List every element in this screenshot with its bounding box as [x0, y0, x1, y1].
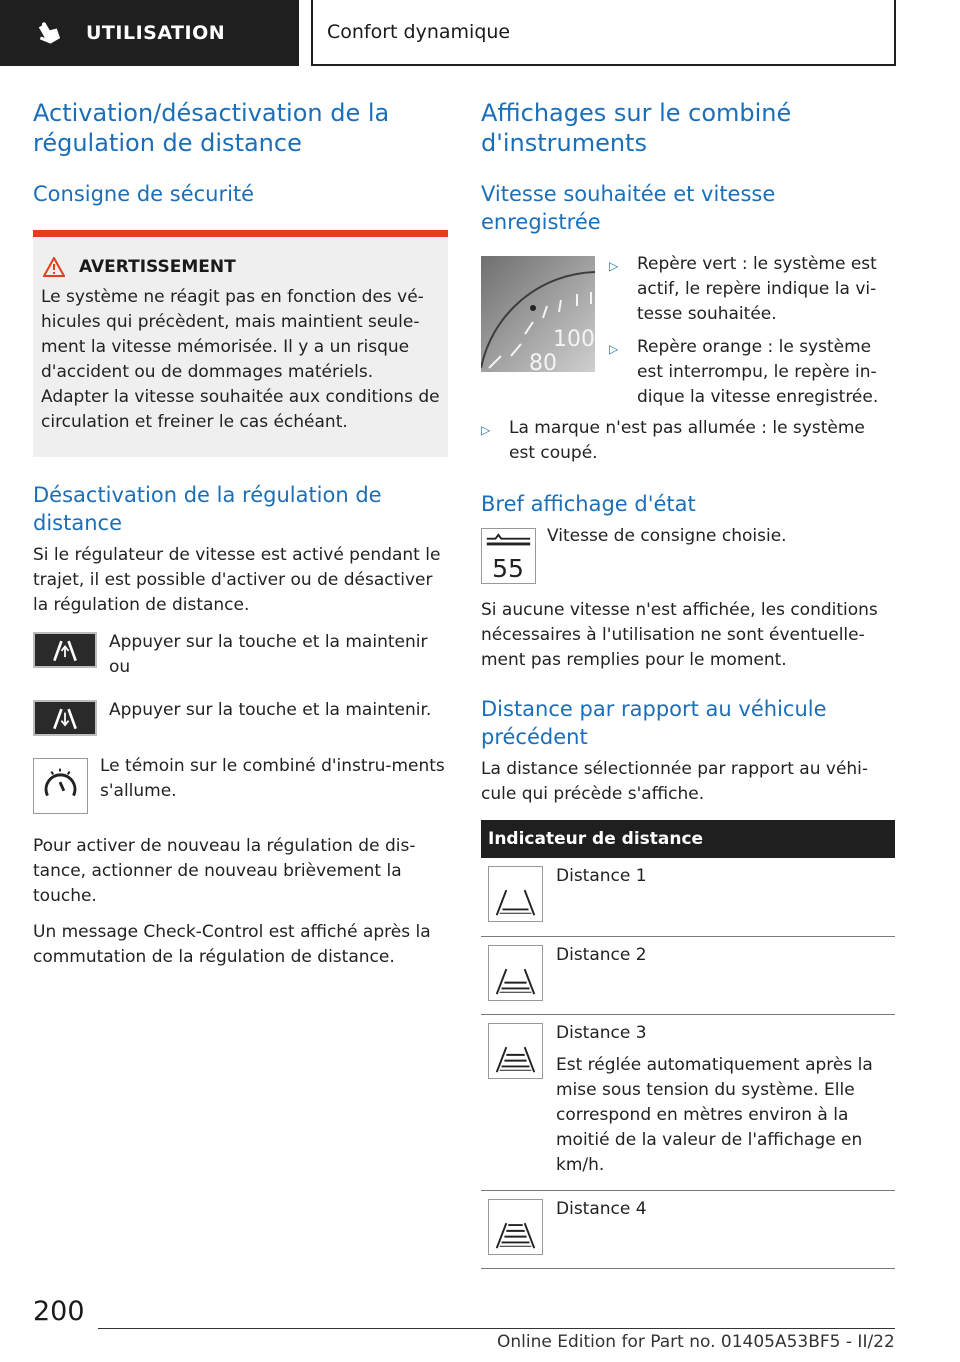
left-column [33, 98, 448, 970]
distance-button-up-icon [33, 632, 97, 668]
bullet-green: ▷ Repère vert : le système est actif, le repère indique la vi-tesse souhaitée. [609, 254, 877, 324]
bullet-off: ▷ La marque n'est pas allumée : le système est coupé. [481, 418, 865, 463]
speedometer-image [481, 256, 595, 372]
hand-pointer-icon [36, 20, 62, 46]
check-control-text: Un message Check-Control est affiché après la commutation de la régulation de distance. [33, 922, 431, 967]
distance-heading: Distance par rapport au véhicule précédent [481, 697, 827, 749]
edition-text: Online Edition for Part no. 01405A53BF5 - II/22 [497, 1332, 895, 1352]
distance-row-2 [481, 936, 895, 1014]
deactivation-intro: Si le régulateur de vitesse est activé pendant le trajet, il est possible d'activer ou de désactiver la régulation de distance. [33, 545, 441, 615]
speedo-label-100: 100 [553, 327, 595, 352]
distance-2-label: Distance 2 [556, 944, 647, 965]
warning-triangle-icon [43, 257, 65, 277]
step-1-text: Appuyer sur la touche et la maintenir ou [109, 632, 428, 677]
footer-divider [98, 1328, 895, 1329]
deactivation-heading: Désactivation de la régulation de distance [33, 483, 382, 535]
reactivate-text: Pour activer de nouveau la régulation de dis-tance, actionner de nouveau brièvement la touche. [33, 836, 416, 906]
distance-row-4 [481, 1190, 895, 1268]
distance-table-header: Indicateur de distance [481, 820, 895, 858]
distance-2-icon [488, 945, 543, 1001]
status-heading: Bref affichage d'état [481, 492, 696, 516]
safety-heading: Consigne de sécurité [33, 182, 255, 206]
right-title: Affichages sur le combiné d'instruments [481, 99, 792, 157]
distance-row-1 [481, 858, 895, 936]
distance-3-label: Distance 3 [556, 1022, 647, 1043]
distance-1-icon [488, 866, 543, 922]
step-2 [33, 700, 448, 736]
section-tab [0, 0, 299, 66]
warning-label: AVERTISSEMENT [79, 257, 236, 277]
status-note: Si aucune vitesse n'est affichée, les conditions nécessaires à l'utilisation ne sont éventuelle-ment pas remplies pour le moment. [481, 600, 878, 670]
bullet-orange: ▷ Repère orange : le système est interrompu, le repère in-dique la vitesse enregistrée. [609, 337, 879, 407]
warning-text: Le système ne réagit pas en fonction des vé-hicules qui précèdent, mais maintient seule-ment la vitesse mémorisée. Il y a un risque d'accident ou de dommages matériels. Adapter la vitesse souhaitée aux conditions de circulation et freiner le cas échéant. [41, 287, 440, 432]
distance-4-icon [488, 1199, 543, 1255]
distance-table [481, 820, 895, 1269]
distance-intro: La distance sélectionnée par rapport au véhi-cule qui précède s'affiche. [481, 759, 869, 804]
indicator-row [33, 758, 448, 814]
distance-3-icon [488, 1023, 543, 1079]
chapter-title: Confort dynamique [327, 21, 511, 43]
chapter-tab [311, 0, 896, 66]
page-number: 200 [33, 1296, 85, 1327]
distance-3-note: Est réglée automatiquement après la mise sous tension du système. Elle correspond en mètres environ à la moitié de la valeur de l'affichage en km/h. [556, 1054, 873, 1175]
left-title: Activation/désactivation de la régulation de distance [33, 99, 390, 157]
status-text: Vitesse de consigne choisie. [547, 526, 787, 546]
status-row [481, 528, 895, 584]
distance-row-3 [481, 1014, 895, 1190]
distance-4-label: Distance 4 [556, 1198, 647, 1219]
indicator-text: Le témoin sur le combiné d'instru-ments s'allume. [100, 756, 445, 801]
speed-heading: Vitesse souhaitée et vitesse enregistrée [481, 182, 776, 234]
speedometer-warning-icon [33, 758, 88, 814]
set-speed-icon [481, 528, 536, 584]
speedo-label-80: 80 [529, 351, 557, 372]
step-1 [33, 632, 448, 680]
warning-box [33, 230, 448, 457]
distance-1-label: Distance 1 [556, 866, 647, 886]
set-speed-value: 55 [492, 554, 524, 584]
distance-button-down-icon [33, 700, 97, 736]
step-2-text: Appuyer sur la touche et la maintenir. [109, 700, 432, 720]
speed-block [481, 256, 895, 410]
right-column [481, 98, 895, 1269]
section-title: UTILISATION [86, 22, 226, 44]
